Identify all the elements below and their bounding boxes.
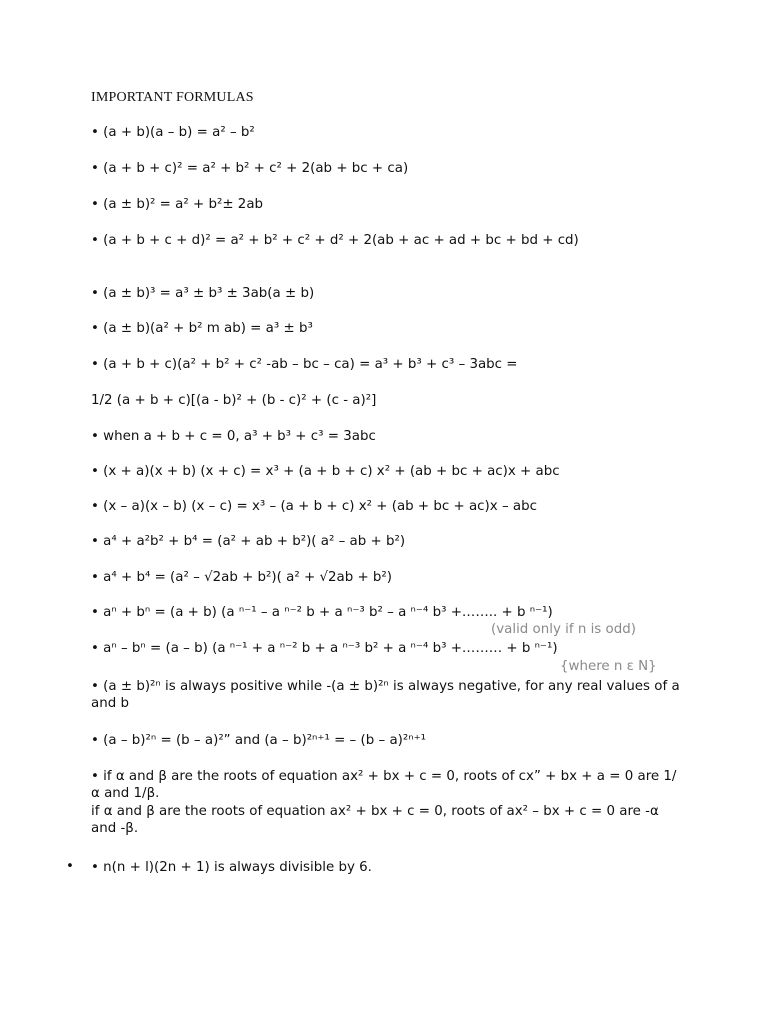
formula-line: • (a ± b)³ = a³ ± b³ ± 3ab(a ± b)	[91, 286, 315, 301]
formula-line: • (a ± b)²ⁿ is always positive while -(a ± b)²ⁿ is always negative, for any real values of a and b	[91, 679, 680, 711]
formula-line: • (a + b + c + d)² = a² + b² + c² + d² + 2(ab + ac + ad + bc + bd + cd)	[91, 233, 579, 248]
formula-line: • if α and β are the roots of equation ax² + bx + c = 0, roots of cx” + bx + a = 0 are 1/α and 1/β.	[91, 769, 677, 801]
formula-line: • (a ± b)² = a² + b²± 2ab	[91, 197, 264, 212]
formula-line: • (a + b + c)² = a² + b² + c² + 2(ab + bc + ca)	[91, 161, 409, 176]
formula-line: • aⁿ – bⁿ = (a – b) (a ⁿ⁻¹ + a ⁿ⁻² b + a ⁿ⁻³ b² + a ⁿ⁻⁴ b³ +……… + b ⁿ⁻¹)	[91, 641, 558, 656]
formula-line: • (a – b)²ⁿ = (b – a)²” and (a – b)²ⁿ⁺¹ = – (b – a)²ⁿ⁺¹	[91, 733, 427, 748]
formula-line: • n(n + l)(2n + 1) is always divisible by 6.	[91, 860, 372, 875]
formula-line: if α and β are the roots of equation ax² + bx + c = 0, roots of ax² – bx + c = 0 are -α and -β.	[91, 804, 659, 836]
formula-line: • when a + b + c = 0, a³ + b³ + c³ = 3abc	[91, 429, 376, 444]
formula-line: • (a + b)(a – b) = a² – b²	[91, 125, 255, 140]
formula-line: • (a + b + c)(a² + b² + c² -ab – bc – ca) = a³ + b³ + c³ – 3abc =	[91, 357, 518, 372]
outer-bullet: •	[66, 859, 74, 874]
formula-line: • aⁿ + bⁿ = (a + b) (a ⁿ⁻¹ – a ⁿ⁻² b + a ⁿ⁻³ b² – a ⁿ⁻⁴ b³ +…….. + b ⁿ⁻¹)	[91, 605, 553, 620]
natural-note: {where n ɛ N}	[560, 659, 657, 674]
formula-line: • (x + a)(x + b) (x + c) = x³ + (a + b + c) x² + (ab + bc + ac)x + abc	[91, 464, 560, 479]
formula-line: • (x – a)(x – b) (x – c) = x³ – (a + b + c) x² + (ab + bc + ac)x – abc	[91, 499, 537, 514]
formula-line: • a⁴ + b⁴ = (a² – √2ab + b²)( a² + √2ab + b²)	[91, 570, 393, 585]
page-title: IMPORTANT FORMULAS	[91, 90, 254, 105]
formula-line: • a⁴ + a²b² + b⁴ = (a² + ab + b²)( a² – ab + b²)	[91, 534, 406, 549]
odd-note: (valid only if n is odd)	[491, 622, 636, 637]
formula-line: 1/2 (a + b + c)[(a - b)² + (b - c)² + (c - a)²]	[91, 393, 377, 408]
formula-line: • (a ± b)(a² + b² m ab) = a³ ± b³	[91, 321, 313, 336]
